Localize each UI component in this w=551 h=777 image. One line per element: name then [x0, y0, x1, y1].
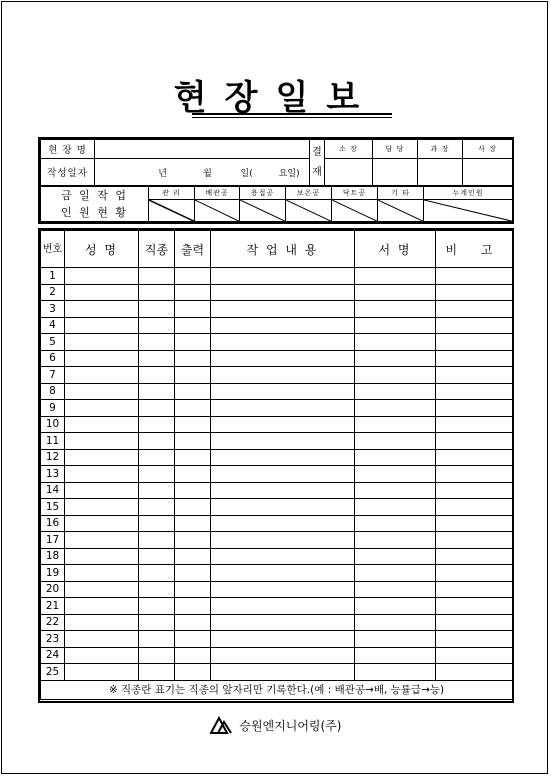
row-cell[interactable] — [436, 433, 513, 450]
row-number: 14 — [41, 482, 65, 499]
row-number: 2 — [41, 284, 65, 301]
date-label: 작성일자 — [41, 159, 95, 186]
row-cell[interactable] — [211, 647, 355, 664]
table-row — [41, 416, 513, 433]
row-cell[interactable] — [175, 515, 211, 532]
row-cell[interactable] — [175, 647, 211, 664]
count-management[interactable] — [149, 199, 195, 221]
table-row — [41, 350, 513, 367]
col-management: 관 리 — [149, 187, 195, 200]
row-cell[interactable] — [211, 598, 355, 615]
row-number: 24 — [41, 647, 65, 664]
row-cell[interactable] — [139, 350, 175, 367]
row-cell[interactable] — [65, 268, 139, 285]
row-cell[interactable] — [139, 416, 175, 433]
row-cell[interactable] — [65, 284, 139, 301]
row-cell[interactable] — [65, 334, 139, 351]
row-cell[interactable] — [436, 482, 513, 499]
row-cell[interactable] — [139, 631, 175, 648]
row-cell[interactable] — [436, 532, 513, 549]
row-cell[interactable] — [139, 565, 175, 582]
row-cell[interactable] — [65, 631, 139, 648]
row-number: 6 — [41, 350, 65, 367]
table-row — [41, 284, 513, 301]
count-other[interactable] — [378, 199, 424, 221]
row-cell[interactable] — [211, 548, 355, 565]
row-cell[interactable] — [175, 565, 211, 582]
row-cell[interactable] — [211, 350, 355, 367]
row-cell[interactable] — [139, 466, 175, 483]
header-section — [38, 137, 514, 224]
row-number: 23 — [41, 631, 65, 648]
row-cell[interactable] — [65, 548, 139, 565]
approver-director: 소 장 — [325, 140, 373, 159]
row-cell[interactable] — [65, 598, 139, 615]
row-cell[interactable] — [65, 482, 139, 499]
col-welder: 용접공 — [240, 187, 286, 200]
row-cell[interactable] — [355, 548, 436, 565]
row-number: 10 — [41, 416, 65, 433]
sign-box-director[interactable] — [325, 159, 373, 186]
row-cell[interactable] — [175, 367, 211, 384]
row-cell[interactable] — [436, 317, 513, 334]
col-header-attendance: 출력 — [175, 231, 211, 268]
row-cell[interactable] — [65, 400, 139, 417]
row-cell[interactable] — [355, 284, 436, 301]
row-cell[interactable] — [65, 301, 139, 318]
table-row — [41, 466, 513, 483]
table-row — [41, 433, 513, 450]
row-cell[interactable] — [436, 268, 513, 285]
table-row — [41, 301, 513, 318]
table-row — [41, 317, 513, 334]
row-cell[interactable] — [355, 631, 436, 648]
sign-box-section-chief[interactable] — [418, 159, 463, 186]
row-cell[interactable] — [355, 565, 436, 582]
row-cell[interactable] — [355, 664, 436, 681]
table-row — [41, 268, 513, 285]
site-name-label: 현 장 명 — [41, 140, 95, 159]
row-cell[interactable] — [355, 317, 436, 334]
row-cell[interactable] — [175, 284, 211, 301]
row-cell[interactable] — [211, 631, 355, 648]
count-insulator[interactable] — [286, 199, 332, 221]
row-cell[interactable] — [65, 664, 139, 681]
row-cell[interactable] — [139, 284, 175, 301]
table-row — [41, 598, 513, 615]
row-cell[interactable] — [211, 482, 355, 499]
row-number: 25 — [41, 664, 65, 681]
row-cell[interactable] — [175, 598, 211, 615]
row-cell[interactable] — [139, 400, 175, 417]
row-cell[interactable] — [65, 647, 139, 664]
row-cell[interactable] — [139, 581, 175, 598]
row-cell[interactable] — [355, 482, 436, 499]
row-cell[interactable] — [211, 334, 355, 351]
col-header-trade: 직종 — [139, 231, 175, 268]
row-cell[interactable] — [175, 532, 211, 549]
count-welder[interactable] — [240, 199, 286, 221]
row-cell[interactable] — [175, 334, 211, 351]
row-number: 3 — [41, 301, 65, 318]
table-row — [41, 515, 513, 532]
count-plumber[interactable] — [195, 199, 240, 221]
approval-label: 결 재 — [310, 140, 325, 186]
row-cell[interactable] — [436, 416, 513, 433]
row-cell[interactable] — [139, 515, 175, 532]
row-cell[interactable] — [436, 647, 513, 664]
row-cell[interactable] — [139, 301, 175, 318]
row-cell[interactable] — [436, 334, 513, 351]
row-number: 5 — [41, 334, 65, 351]
row-cell[interactable] — [175, 631, 211, 648]
row-cell[interactable] — [355, 367, 436, 384]
table-row — [41, 647, 513, 664]
row-cell[interactable] — [139, 499, 175, 516]
approver-section-chief: 과 장 — [418, 140, 463, 159]
row-cell[interactable] — [436, 367, 513, 384]
row-cell[interactable] — [65, 367, 139, 384]
row-cell[interactable] — [211, 317, 355, 334]
row-number: 7 — [41, 367, 65, 384]
row-cell[interactable] — [65, 449, 139, 466]
row-cell[interactable] — [65, 433, 139, 450]
row-cell[interactable] — [211, 581, 355, 598]
table-row — [41, 631, 513, 648]
row-cell[interactable] — [436, 631, 513, 648]
row-cell[interactable] — [211, 433, 355, 450]
row-number: 1 — [41, 268, 65, 285]
row-cell[interactable] — [65, 350, 139, 367]
row-cell[interactable] — [139, 598, 175, 615]
row-cell[interactable] — [175, 268, 211, 285]
row-number: 4 — [41, 317, 65, 334]
row-cell[interactable] — [175, 400, 211, 417]
row-cell[interactable] — [175, 581, 211, 598]
row-cell[interactable] — [355, 416, 436, 433]
table-row — [41, 482, 513, 499]
row-cell[interactable] — [139, 383, 175, 400]
row-cell[interactable] — [211, 383, 355, 400]
site-name-field[interactable] — [95, 140, 310, 159]
table-row — [41, 499, 513, 516]
row-cell[interactable] — [175, 499, 211, 516]
row-cell[interactable] — [436, 466, 513, 483]
row-cell[interactable] — [355, 647, 436, 664]
company-logo-icon — [210, 716, 232, 737]
row-cell[interactable] — [175, 301, 211, 318]
col-cumulative: 누계인원 — [424, 187, 513, 200]
row-cell[interactable] — [211, 614, 355, 631]
table-note: ※ 직종란 표기는 직종의 앞자리만 기록한다.(예 : 배관공→배, 능률급→능) — [41, 680, 513, 699]
row-cell[interactable] — [355, 301, 436, 318]
row-number: 22 — [41, 614, 65, 631]
table-row — [41, 664, 513, 681]
row-cell[interactable] — [355, 334, 436, 351]
col-header-signature: 서 명 — [355, 231, 436, 268]
row-cell[interactable] — [65, 565, 139, 582]
row-cell[interactable] — [355, 499, 436, 516]
row-number: 11 — [41, 433, 65, 450]
row-cell[interactable] — [436, 383, 513, 400]
count-cumulative[interactable] — [424, 199, 513, 221]
sign-box-president[interactable] — [463, 159, 513, 186]
row-cell[interactable] — [139, 433, 175, 450]
row-cell[interactable] — [355, 532, 436, 549]
sign-box-manager[interactable] — [373, 159, 418, 186]
row-cell[interactable] — [139, 449, 175, 466]
row-cell[interactable] — [211, 466, 355, 483]
row-cell[interactable] — [355, 268, 436, 285]
row-cell[interactable] — [211, 268, 355, 285]
row-number: 17 — [41, 532, 65, 549]
row-cell[interactable] — [211, 416, 355, 433]
row-cell[interactable] — [211, 532, 355, 549]
row-cell[interactable] — [211, 284, 355, 301]
title-underline — [192, 113, 392, 115]
row-cell[interactable] — [211, 565, 355, 582]
row-cell[interactable] — [65, 614, 139, 631]
col-other: 기 타 — [378, 187, 424, 200]
row-number: 12 — [41, 449, 65, 466]
row-cell[interactable] — [355, 400, 436, 417]
row-cell[interactable] — [211, 301, 355, 318]
table-row — [41, 367, 513, 384]
row-cell[interactable] — [65, 499, 139, 516]
row-cell[interactable] — [436, 499, 513, 516]
table-row — [41, 614, 513, 631]
row-cell[interactable] — [436, 598, 513, 615]
row-cell[interactable] — [211, 499, 355, 516]
row-cell[interactable] — [65, 466, 139, 483]
row-number: 9 — [41, 400, 65, 417]
row-cell[interactable] — [175, 482, 211, 499]
row-cell[interactable] — [436, 400, 513, 417]
approver-manager: 담 당 — [373, 140, 418, 159]
table-row — [41, 334, 513, 351]
row-number: 18 — [41, 548, 65, 565]
date-field[interactable]: 년 월 일( 요일) — [95, 159, 310, 186]
row-number: 16 — [41, 515, 65, 532]
row-cell[interactable] — [175, 317, 211, 334]
row-cell[interactable] — [355, 515, 436, 532]
row-cell[interactable] — [139, 268, 175, 285]
row-cell[interactable] — [139, 614, 175, 631]
row-cell[interactable] — [355, 449, 436, 466]
row-cell[interactable] — [65, 581, 139, 598]
row-cell[interactable] — [139, 334, 175, 351]
table-row — [41, 565, 513, 582]
approver-president: 사 장 — [463, 140, 513, 159]
row-cell[interactable] — [139, 548, 175, 565]
row-cell[interactable] — [436, 581, 513, 598]
row-cell[interactable] — [355, 383, 436, 400]
row-cell[interactable] — [175, 614, 211, 631]
row-cell[interactable] — [355, 614, 436, 631]
table-row — [41, 532, 513, 549]
row-cell[interactable] — [211, 367, 355, 384]
row-number: 20 — [41, 581, 65, 598]
col-duct-worker: 닥트공 — [332, 187, 378, 200]
row-cell[interactable] — [355, 433, 436, 450]
row-cell[interactable] — [436, 515, 513, 532]
row-cell[interactable] — [436, 614, 513, 631]
row-cell[interactable] — [355, 581, 436, 598]
row-cell[interactable] — [139, 317, 175, 334]
company-name: 승원엔지니어링(주) — [239, 719, 342, 733]
row-cell[interactable] — [436, 350, 513, 367]
row-cell[interactable] — [175, 416, 211, 433]
col-plumber: 배관공 — [195, 187, 240, 200]
row-number: 15 — [41, 499, 65, 516]
row-cell[interactable] — [355, 350, 436, 367]
table-row — [41, 383, 513, 400]
count-duct-worker[interactable] — [332, 199, 378, 221]
row-cell[interactable] — [139, 532, 175, 549]
col-header-remarks: 비 고 — [436, 231, 513, 268]
row-cell[interactable] — [139, 482, 175, 499]
row-cell[interactable] — [436, 301, 513, 318]
row-cell[interactable] — [436, 284, 513, 301]
row-cell[interactable] — [139, 367, 175, 384]
table-row — [41, 400, 513, 417]
table-row — [41, 581, 513, 598]
row-cell[interactable] — [175, 350, 211, 367]
row-cell[interactable] — [436, 565, 513, 582]
row-cell[interactable] — [139, 647, 175, 664]
row-cell[interactable] — [355, 598, 436, 615]
row-cell[interactable] — [65, 515, 139, 532]
row-cell[interactable] — [65, 383, 139, 400]
row-cell[interactable] — [65, 317, 139, 334]
row-cell[interactable] — [211, 400, 355, 417]
row-cell[interactable] — [175, 449, 211, 466]
row-cell[interactable] — [139, 664, 175, 681]
row-cell[interactable] — [355, 466, 436, 483]
table-row — [41, 548, 513, 565]
row-cell[interactable] — [436, 548, 513, 565]
col-insulator: 보온공 — [286, 187, 332, 200]
row-cell[interactable] — [65, 532, 139, 549]
table-row — [41, 449, 513, 466]
row-cell[interactable] — [436, 664, 513, 681]
row-cell[interactable] — [211, 664, 355, 681]
worker-table — [38, 228, 514, 703]
row-cell[interactable] — [175, 466, 211, 483]
row-cell[interactable] — [175, 383, 211, 400]
row-cell[interactable] — [175, 548, 211, 565]
workforce-label: 금 일 작 업 인 원 현 황 — [41, 187, 149, 222]
row-cell[interactable] — [211, 449, 355, 466]
row-cell[interactable] — [175, 433, 211, 450]
row-cell[interactable] — [175, 664, 211, 681]
row-number: 19 — [41, 565, 65, 582]
company-footer — [0, 716, 551, 737]
row-number: 8 — [41, 383, 65, 400]
row-number: 21 — [41, 598, 65, 615]
col-header-name: 성 명 — [65, 231, 139, 268]
row-cell[interactable] — [65, 416, 139, 433]
row-cell[interactable] — [436, 449, 513, 466]
col-header-number: 번호 — [41, 231, 65, 268]
title-underline-thin — [192, 117, 392, 118]
row-cell[interactable] — [211, 515, 355, 532]
form-title: 현장일보 — [173, 78, 378, 118]
col-header-work-content: 작 업 내 용 — [211, 231, 355, 268]
row-number: 13 — [41, 466, 65, 483]
